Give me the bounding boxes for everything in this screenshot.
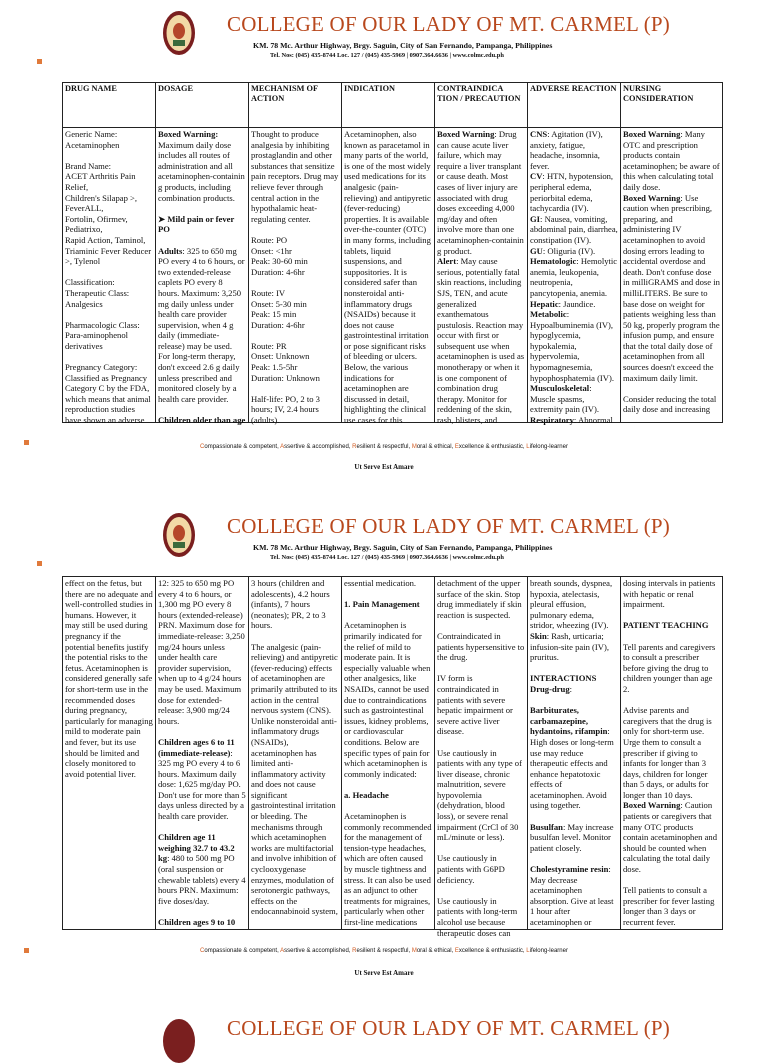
adverse-item: GI: Nausea, vomiting, abdominal pain, diarrhea, constipation (IV). <box>530 213 618 245</box>
col-header: DOSAGE <box>156 83 249 128</box>
nursing-text: : Many OTC and prescription products contain acetaminophen; be aware of this when calculating total daily dose. <box>623 129 720 192</box>
contra-text: detachment of the upper surface of the skin. Stop drug immediately if skin reaction is suspected. Contraindicated in patients hypersensitive to the drug. IV form is contraindicated in patients with severe hepatic impairment or severe active liver disease. Use cautiously in patients with any type of liver disease, chronic malnutrition, severe hypovolemia (dehydration, blood loss), or severe renal impairment (CrCl of 30 mL/minute or less). Use cautiously in patients with G6PD deficiency. Use cautiously in patients with long-term alcohol use because therapeutic doses can <box>437 578 525 938</box>
mechanism-cell <box>249 128 342 426</box>
indication-text: Acetaminophen, also known as paracetamol in many parts of the world, is one of the most widely used medications for its analgesic (pain-relieving) and antipyretic (fever-reducing) properties. It is available over-the-counter (OTC) in many forms, including tablets, liquid suspensions, and suppositories. It is considered safer than nonsteroidal anti-inflammatory drugs (NSAIDs) because it does not cause gastrointestinal irritation or pose significant risks of bleeding or ulcers. Below, the various indications for acetaminophen are discussed in detail, highlighting the clinical use cases for this <box>344 129 431 426</box>
nursing-text: dosing intervals in patients with hepatic or renal impairment. <box>623 578 716 610</box>
boxed-warning-label: Boxed Warning: <box>158 129 219 139</box>
col-header: CONTRAINDICA TION / PRECAUTION <box>435 83 528 128</box>
college-name: COLLEGE OF OUR LADY OF MT. CARMEL (P) <box>227 514 670 538</box>
indication-cell <box>342 128 435 426</box>
interaction-drug: Busulfan <box>530 821 563 832</box>
dosage-cell <box>156 577 249 930</box>
dosage-adults-label: Adults <box>158 245 183 256</box>
letterhead <box>0 502 768 572</box>
contra-text: : Drug can cause acute liver failure, which may require a liver transplant or cause death. Most cases of liver injury are associated with drug doses exceeding 4,000 mg/day and often involve more than one acetaminophen-containin g product. <box>437 129 524 256</box>
mechanism-text: 3 hours (children and adolescents), 4.2 hours (infants), 7 hours (neonates); PR, 2 to 3 hours. The analgesic (pain-relieving) and antipyretic (fever-reducing) effects of acetaminophen are primarily attributed to its action in the central nervous system (CNS). Unlike nonsteroidal anti-inflammatory drugs (NSAIDs), acetaminophen has limited anti-inflammatory activity and does not cause significant gastrointestinal irritation or bleeding. The mechanisms through which acetaminophen works are multifactorial and involve inhibition of cyclooxygenase enzymes, modulation of serotonergic pathways, effects on the endocannabinoid system, <box>251 578 338 917</box>
contraindication-cell <box>435 577 528 938</box>
adverse-item: Respiratory: Abnormal <box>530 415 613 426</box>
adverse-item: Hematologic: Hemolytic anemia, leukopenia, neutropenia, pancytopenia, anemia. <box>530 256 618 298</box>
table-row <box>63 128 723 423</box>
indication-text: Acetaminophen is primarily indicated for the relief of mild to moderate pain. It is especially valuable when other analgesics, like NSAIDs, cannot be used due to contraindications such as gastrointestinal issues, kidney problems, or cardiovascular conditions. Below are specific types of pain for which acetaminophen is commonly indicated: <box>344 620 431 779</box>
boxed-warning-label: Boxed Warning <box>437 129 495 139</box>
interaction-drug: Barbiturates, carbamazepine, hydantoins, rifampin <box>530 705 608 737</box>
table-header-row <box>63 83 723 128</box>
latin-motto: Ut Serve Est Amare <box>354 969 414 977</box>
adverse-text: : High doses or long-term use may reduce therapeutic effects and enhance hepatotoxic effects of acetaminophen. Avoid using together. <box>530 726 614 811</box>
adverse-label: Skin <box>530 630 547 641</box>
indication-cell <box>342 577 435 930</box>
indication-text: essential medication. <box>344 578 417 588</box>
contra-text: : May cause serious, potentially fatal skin reactions, including SJS, TEN, and acute generalized exanthematous pustulosis. Reaction may occur with first or subsequent use when acetaminophen is used as monotherapy or when it is one component of combination drug therapy. Monitor for reddening of the skin, rash, blisters, and <box>437 256 525 426</box>
nursing-text: : Caution patients or caregivers that many OTC products contain acetaminophen and should be counted when calculating the total daily dose. Tell patients to consult a prescriber for fever lasting longer than 3 days or recurrent fever. <box>623 800 718 927</box>
adverse-item: GU: Oliguria (IV). <box>530 245 596 256</box>
contact-info: Tel. Nos: (045) 435-8744 Loc. 127 / (045) 435-5969 | 0907.364.6636 | www.colmc.edu.ph <box>270 554 504 561</box>
col-header: INDICATION <box>342 83 435 128</box>
page-3 <box>0 1008 768 1040</box>
interaction-drug: Cholestyramine resin <box>530 864 609 875</box>
table-row <box>63 577 723 930</box>
adverse-item: Musculoskeletal: Muscle spasms, extremity pain (IV). <box>530 383 599 415</box>
drug-name-cell <box>63 128 156 426</box>
dosage-children-label: Children older than age <box>158 415 246 426</box>
bullet-marker <box>37 561 42 566</box>
drug-name-cell <box>63 577 156 930</box>
dosage-subheading: Children ages 9 to 10 <box>158 917 236 927</box>
letterhead <box>0 0 768 70</box>
adverse-item: CV: HTN, hypotension, peripheral edema, periorbital edema, tachycardia (IV). <box>530 171 614 214</box>
college-name: COLLEGE OF OUR LADY OF MT. CARMEL (P) <box>227 1016 670 1040</box>
adverse-text: breath sounds, dyspnea, hypoxia, atelectasis, pleural effusion, pulmonary edema, stridor, wheezing (IV). <box>530 578 613 631</box>
indication-heading: a. Headache <box>344 789 389 800</box>
address: KM. 78 Mc. Arthur Highway, Brgy. Saguin, City of San Fernando, Pampanga, Philippines <box>253 543 553 552</box>
col-header: NURSING CONSIDERATION <box>621 83 723 128</box>
college-seal-icon <box>162 1018 196 1064</box>
latin-motto: Ut Serve Est Amare <box>354 463 414 471</box>
page-2 <box>0 502 768 1002</box>
nursing-cell <box>621 577 723 930</box>
interactions-heading: INTERACTIONS <box>530 673 597 684</box>
mechanism-cell <box>249 577 342 930</box>
dosage-text: Maximum daily dose includes all routes of administration and all acetaminophen-containin g products, including combination products. <box>158 139 245 203</box>
drug-name-text: effect on the fetus, but there are no adequate and well-controlled studies in humans. However, it may still be used during pregnancy if the potential benefits justify the potential risks to the fetus. Acetaminophen is considered generally safe for short-term use in the recommended doses during pregnancy, particularly for managing mild to moderate pain and fever, but its use should be limited and closely monitored to avoid potential liver. <box>65 578 153 779</box>
col-header: DRUG NAME <box>63 83 156 128</box>
address: KM. 78 Mc. Arthur Highway, Brgy. Saguin, City of San Fernando, Pampanga, Philippines <box>253 41 553 50</box>
adverse-text: : May decrease acetaminophen absorption. Give at least 1 hour after acetaminophen or <box>530 864 614 927</box>
col-header: MECHANISM OF ACTION <box>249 83 342 128</box>
adverse-text: : Rash, urticaria; infusion-site pain (IV), pruritus. <box>530 630 609 663</box>
boxed-warning-label: Boxed Warning <box>623 129 681 139</box>
boxed-warning-label: Boxed Warning <box>623 800 681 811</box>
motto: Compassionate & competent, Assertive & accomplished, Resilient & respectful, Moral & ethical, Excellence & enthusiastic, Lifelong-learner <box>200 948 568 954</box>
mechanism-text: Thought to produce analgesia by inhibiting prostaglandin and other substances that sensitize pain receptors. Drug may relieve fever through central action in the hypothalamic heat-regulating center. Route: PO Onset: <1hr Peak: 30-60 min Duration: 4-6hr Route: IV Onset: 5-30 min Peak: 15 min Duration: 4-6hr Route: PR Onset: Unknown Peak: 1.5-5hr Duration: Unknown Half-life: PO, 2 to 3 hours; IV, 2.4 hours (adults). <box>251 129 339 426</box>
dosage-subheading: Children age 11 weighing 32.7 to 43.2 kg <box>158 832 235 864</box>
motto: Compassionate & competent, Assertive & accomplished, Resilient & respectful, Moral & ethical, Excellence & enthusiastic, Lifelong-learner <box>200 444 568 450</box>
patient-teaching-heading: PATIENT TEACHING <box>623 620 709 631</box>
contraindication-cell <box>435 128 528 426</box>
indication-heading: 1. Pain Management <box>344 599 420 610</box>
adverse-item: Metabolic: Hypoalbuminemia (IV), hypoglycemia, hypokalemia, hypervolemia, hypomagnesemia, hypophosphatemia (IV). <box>530 309 615 383</box>
alert-label: Alert <box>437 256 457 267</box>
college-name: COLLEGE OF OUR LADY OF MT. CARMEL (P) <box>227 12 670 36</box>
drug-table <box>62 576 723 938</box>
nursing-cell <box>621 128 723 423</box>
dosage-text: : 480 to 500 mg PO (oral suspension or chewable tablets) every 4 hours PRN. Maximum: five doses/day. <box>158 853 246 906</box>
drug-name-text: Generic Name: Acetaminophen Brand Name: ACET Arthritis Pain Relief, Children's Silapap >, FeverALL, Fortolin, Ofirmev, Pediatrixo, Rapid Action, Taminol, Triaminic Fever Reducer >, Tylenol Classification: Therapeutic Class: Analgesics Pharmacologic Class: Para-aminophenol derivatives Pregnancy Category: Classified as Pregnancy Category C by the FDA, which means that animal reproduction studies have shown an adverse <box>65 129 152 426</box>
dosage-subheading: ➤ Mild pain or fever PO <box>158 213 235 235</box>
indication-text: Acetaminophen is commonly recommended for the management of tension-type headaches, which are often caused by muscle tightness and stress. It can also be used as an adjunct to other treatments for migraines, particularly when other first-line medications <box>344 811 432 927</box>
page-1 <box>0 0 768 500</box>
dosage-text: : 325 mg PO every 4 to 6 hours. Maximum daily dose: 1,625 mg/day PO. Don't use for more than 5 days unless directed by a health care provider. <box>158 747 246 822</box>
boxed-warning-label: Boxed Warning <box>623 192 681 203</box>
college-seal-icon <box>162 10 196 56</box>
adverse-item: Hepatic: Jaundice. <box>530 298 596 309</box>
dosage-cell <box>156 128 249 426</box>
dosage-text: : 325 to 650 mg PO every 4 to 6 hours, or two extended-release caplets PO every 8 hours. Maximum: 3,250 mg daily unless under health care provider supervision, when 4 g daily (immediate-release) may be used. For long-term therapy, don't exceed 2.6 g daily unless prescribed and monitored closely by a health care provider. <box>158 245 245 404</box>
drug-drug-label: Drug-drug <box>530 683 570 694</box>
adverse-text: : May increase busulfan level. Monitor patient closely. <box>530 821 614 853</box>
adverse-cell: breath sounds, dyspnea, hypoxia, atelectasis, pleural effusion, pulmonary edema, stridor, wheezing (IV). Skin: Rash, urticaria; infusion-site pain (IV), pruritus. INTERACTIONS Drug-drug: Barbiturates, carbamazepine, hydantoins, rifampin: High doses or long-term use may reduce therapeutic effects and enhance hepatotoxic effects of acetaminophen. Avoid using together. Busulfan: May increase busulfan level. Monitor patient closely. Cholestyramine resin: May decrease acetaminophen absorption. Give at least 1 hour after acetaminophen or <box>528 577 621 930</box>
bullet-marker <box>37 59 42 64</box>
drug-table <box>62 82 723 426</box>
dosage-text: 12: 325 to 650 mg PO every 4 to 6 hours, or 1,300 mg PO every 8 hours (extended-release) PRN. Maximum dose for immediate-release: 3,250 mg/24 hours unless under health care provider supervision, when up to 4 g/24 hours may be used. Maximum dose for extended-release: 3,900 mg/24 hours. <box>158 578 245 726</box>
col-header: ADVERSE REACTION <box>528 83 621 128</box>
college-seal-icon <box>162 512 196 558</box>
nursing-text: Tell parents and caregivers to consult a prescriber before giving the drug to children younger than age 2. Advise parents and caregivers that the drug is only for short-term use. Urge them to consult a prescriber if giving to infants for longer than 3 days, children for longer than 5 days, or adults for longer than 10 days. <box>623 641 716 800</box>
contact-info: Tel. Nos: (045) 435-8744 Loc. 127 / (045) 435-5969 | 0907.364.6636 | www.colmc.edu.ph <box>270 52 504 59</box>
adverse-cell <box>528 128 621 426</box>
dosage-subheading: Children ages 6 to 11 (immediate-release) <box>158 736 235 758</box>
nursing-text: : Use caution when prescribing, preparing, and administering IV acetaminophen to avoid dosing errors leading to accidental overdose and death. Don't confuse dose in milliGRAMS and dose in milliLITERS. Be sure to base dose on weight for patients weighing less than 50 kg, properly program the infusion pump, and ensure that the total daily dose of acetaminophen from all sources doesn't exceed the maximum daily limit. Consider reducing the total daily dose and increasing <box>623 192 720 415</box>
adverse-item: CNS: Agitation (IV), anxiety, fatigue, headache, insomnia, fever. <box>530 129 603 171</box>
